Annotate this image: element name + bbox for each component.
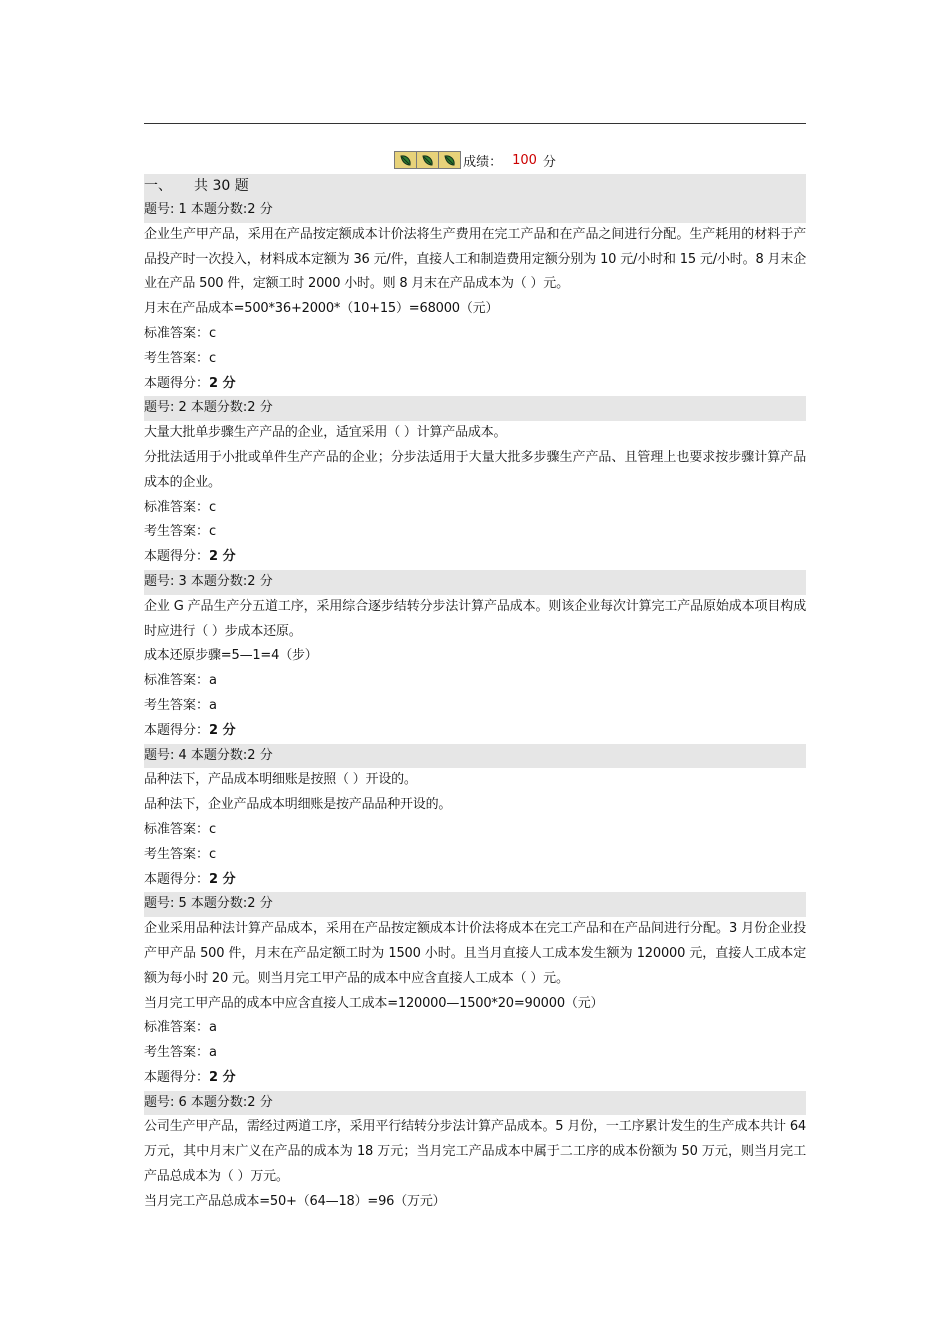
standard-answer-label: 标准答案： [144,325,210,341]
question-text: 企业采用品种法计算产品成本，采用在产品按定额成本计价法将成本在完工产品和在产品间进行分配。3 月份企业投产甲产品 500 件，月末在产品定额工时为 1500 小时。且当月直接人工成本发生额为 120000 元，直接人工成本定额为每小时 20 元。则当月完工甲产品的成本中应含直接人工成本（ ）元。 [144,921,806,986]
student-answer [144,843,806,868]
question-score-label: 本题得分： [144,375,210,391]
section-number: 一、 [144,178,172,194]
question-text: 公司生产甲产品，需经过两道工序，采用平行结转分步法计算产品成本。5 月份，一工序累计发生的生产成本共计 64 万元，其中月末广义在产品的成本为 18 万元；当月完工产品成本中属于二工序的成本份额为 50 万元，则当月完工产品总成本为（ ）万元。 [144,1119,806,1185]
question-block [144,1091,806,1215]
score-line [144,150,806,170]
question-score [144,1066,806,1091]
standard-answer-value: c [209,325,217,341]
question-explanation: 品种法下，企业产品成本明细账是按产品品种开设的。 [144,797,452,813]
standard-answer-value: a [209,1020,217,1036]
student-answer-label: 考生答案： [144,846,210,862]
question-header: 题号: 2 本题分数:2 分 [144,396,806,421]
question-block [144,892,806,1090]
question-score-value: 2 分 [209,375,236,391]
question-score-label: 本题得分： [144,871,210,887]
standard-answer [144,322,806,347]
score-unit: 分 [542,154,556,170]
standard-answer [144,818,806,843]
standard-answer-label: 标准答案： [144,821,210,837]
question-score [144,719,806,744]
question-header: 题号: 3 本题分数:2 分 [144,570,806,595]
student-answer [144,694,806,719]
section-header [144,174,806,198]
question-block [144,744,806,893]
student-answer-value: c [209,524,217,540]
section-count: 共 30 题 [194,178,249,194]
question-block [144,198,806,396]
question-score-label: 本题得分： [144,722,210,738]
question-explanation: 月末在产品成本=500*36+2000*（10+15）=68000（元） [144,301,499,317]
student-answer-label: 考生答案： [144,1045,210,1061]
standard-answer [144,669,806,694]
question-explanation: 分批法适用于小批或单件生产产品的企业；分步法适用于大量大批多步骤生产产品、且管理上也要求按步骤计算产品成本的企业。 [144,449,806,490]
score-value: 100 [512,152,537,168]
standard-answer-value: c [209,499,217,515]
student-answer-value: a [209,697,217,713]
question-score-label: 本题得分： [144,549,210,565]
student-answer-label: 考生答案： [144,697,210,713]
standard-answer [144,1016,806,1041]
question-explanation: 当月完工产品总成本=50+（64—18）=96（万元） [144,1193,446,1209]
question-header: 题号: 5 本题分数:2 分 [144,892,806,917]
standard-answer-value: c [209,821,217,837]
question-text: 企业生产甲产品，采用在产品按定额成本计价法将生产费用在完工产品和在产品之间进行分配。生产耗用的材料于产品投产时一次投入，材料成本定额为 36 元/件，直接人工和制造费用定额分别为 10 元/小时和 15 元/小时。8 月末企业在产品 500 件，定额工时 2000 小时。则 8 月末在产品成本为（ ）元。 [144,226,806,292]
standard-answer-label: 标准答案： [144,499,210,515]
question-text: 大量大批单步骤生产产品的企业，适宜采用（ ）计算产品成本。 [144,425,507,441]
question-block [144,570,806,744]
student-answer-value: c [209,846,217,862]
question-header: 题号: 6 本题分数:2 分 [144,1091,806,1116]
question-explanation: 当月完工甲产品的成本中应含直接人工成本=120000—1500*20=90000（元） [144,995,604,1011]
leaf-icon [417,152,439,168]
standard-answer-label: 标准答案： [144,1020,210,1036]
question-score-value: 2 分 [209,549,236,565]
student-answer-value: c [209,350,217,366]
standard-answer [144,496,806,521]
question-score-value: 2 分 [209,871,236,887]
question-header: 题号: 1 本题分数:2 分 [144,198,806,223]
question-score-label: 本题得分： [144,1069,210,1085]
question-score [144,868,806,893]
question-explanation: 成本还原步骤=5—1=4（步） [144,648,318,664]
question-score [144,545,806,570]
question-list [144,174,806,1215]
question-score-value: 2 分 [209,722,236,738]
student-answer [144,1041,806,1066]
standard-answer-label: 标准答案： [144,673,210,689]
score-label: 成绩： [463,154,503,170]
question-text: 企业 G 产品生产分五道工序，采用综合逐步结转分步法计算产品成本。则该企业每次计算完工产品原始成本项目构成时应进行（ ）步成本还原。 [144,598,806,639]
rating-icons [394,151,461,169]
question-header: 题号: 4 本题分数:2 分 [144,744,806,769]
top-rule [144,123,806,124]
student-answer-value: a [209,1045,217,1061]
student-answer-label: 考生答案： [144,350,210,366]
leaf-icon [395,152,417,168]
question-text: 品种法下，产品成本明细账是按照（ ）开设的。 [144,772,417,788]
student-answer [144,520,806,545]
leaf-icon [439,152,460,168]
question-score-value: 2 分 [209,1069,236,1085]
question-block [144,396,806,570]
question-score [144,372,806,397]
standard-answer-value: a [209,673,217,689]
student-answer-label: 考生答案： [144,524,210,540]
student-answer [144,347,806,372]
